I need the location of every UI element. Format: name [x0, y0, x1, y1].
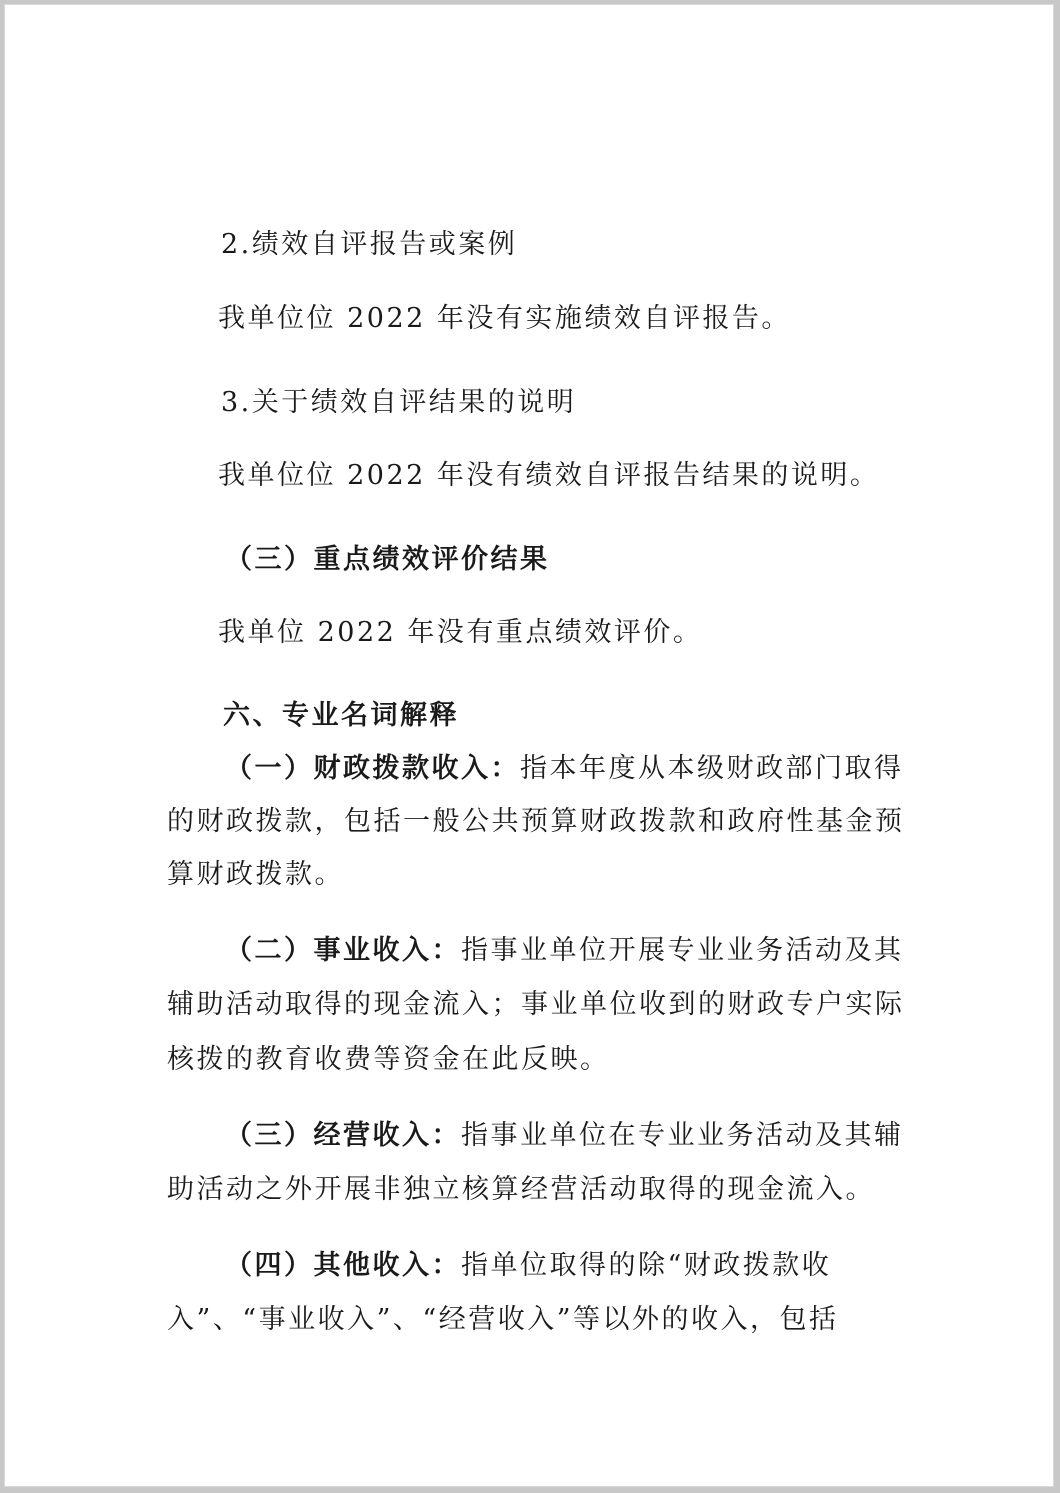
- glossary-term: （二）事业收入：: [225, 935, 461, 966]
- glossary-item-2-first-line: [225, 934, 904, 968]
- document-page: [4, 4, 1054, 1487]
- section-2-body: 我单位位 2022 年没有实施绩效自评报告。: [218, 303, 791, 334]
- glossary-item-2-line-2: 辅助活动取得的现金流入；事业单位收到的财政专户实际: [167, 989, 905, 1020]
- key-eval-body: 我单位 2022 年没有重点绩效评价。: [218, 617, 703, 648]
- glossary-definition: 指本年度从本级财政部门取得: [520, 753, 904, 784]
- glossary-title: 六、专业名词解释: [223, 700, 459, 731]
- glossary-item-2-line-3: 核拨的教育收费等资金在此反映。: [167, 1044, 610, 1075]
- glossary-item-1-first-line: [225, 752, 904, 786]
- glossary-term: （一）财政拨款收入：: [225, 753, 520, 784]
- glossary-term: （四）其他收入：: [225, 1250, 461, 1281]
- glossary-item-1-line-2: 的财政拨款，包括一般公共预算财政拨款和政府性基金预: [167, 806, 905, 837]
- section-3-title: 3.关于绩效自评结果的说明: [221, 387, 577, 418]
- glossary-item-4-first-line: [225, 1249, 831, 1283]
- glossary-definition: 指事业单位开展专业业务活动及其: [461, 935, 904, 966]
- glossary-item-3-first-line: [225, 1119, 904, 1153]
- glossary-item-4-line-2: 入”、“事业收入”、“经营收入”等以外的收入，包括: [167, 1304, 839, 1335]
- glossary-definition: 指单位取得的除“财政拨款收: [461, 1250, 832, 1281]
- section-3-body: 我单位位 2022 年没有绩效自评报告结果的说明。: [218, 460, 880, 491]
- glossary-definition: 指事业单位在专业业务活动及其辅: [461, 1120, 904, 1151]
- key-eval-title: （三）重点绩效评价结果: [225, 544, 550, 575]
- glossary-item-1-line-3: 算财政拨款。: [167, 859, 344, 890]
- glossary-item-3-line-2: 助活动之外开展非独立核算经营活动取得的现金流入。: [167, 1174, 875, 1205]
- section-2-title: 2.绩效自评报告或案例: [221, 229, 518, 260]
- glossary-term: （三）经营收入：: [225, 1120, 461, 1151]
